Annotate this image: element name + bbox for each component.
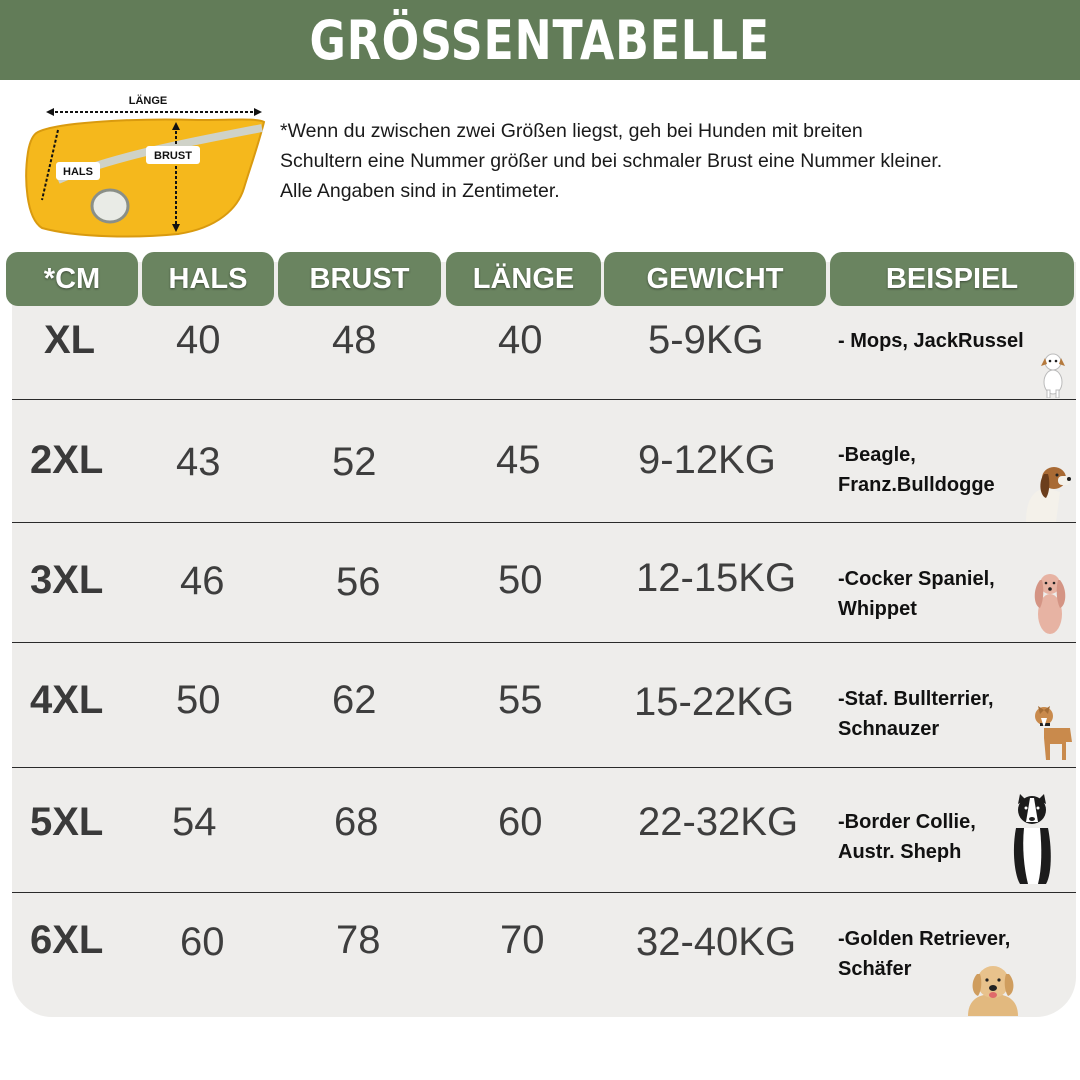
header-gewicht: GEWICHT bbox=[604, 252, 826, 306]
gewicht-value: 22-32KG bbox=[638, 800, 799, 844]
gewicht-value: 5-9KG bbox=[648, 318, 764, 362]
gewicht-value: 15-22KG bbox=[634, 680, 795, 724]
size-label: 6XL bbox=[30, 918, 104, 962]
brust-value: 62 bbox=[332, 678, 377, 722]
size-label: 4XL bbox=[30, 678, 104, 722]
example-text: -Golden Retriever, Schäfer bbox=[838, 928, 1011, 980]
beagle-icon bbox=[1020, 462, 1072, 522]
title-bar bbox=[0, 0, 1080, 80]
size-label: 2XL bbox=[30, 438, 104, 482]
example-text: -Staf. Bullterrier, Schnauzer bbox=[838, 688, 994, 740]
length-label: LÄNGE bbox=[128, 95, 168, 107]
note-line: Schultern eine Nummer größer und bei schmaler Brust eine Nummer kleiner. bbox=[280, 150, 943, 172]
jack-russel-icon bbox=[1036, 350, 1070, 398]
brust-value: 78 bbox=[336, 918, 381, 962]
size-note bbox=[280, 116, 1060, 206]
header-hals: HALS bbox=[142, 252, 274, 306]
laenge-value: 70 bbox=[500, 918, 545, 962]
chest-label: BRUST bbox=[154, 150, 192, 162]
header-beispiel: BEISPIEL bbox=[830, 252, 1074, 306]
page-title: GRÖSSENTABELLE bbox=[309, 8, 771, 72]
brust-value: 52 bbox=[332, 440, 377, 484]
header-laenge: LÄNGE bbox=[446, 252, 601, 306]
brust-value: 48 bbox=[332, 318, 377, 362]
gewicht-value: 12-15KG bbox=[636, 556, 797, 600]
laenge-value: 45 bbox=[496, 438, 541, 482]
example-text: - Mops, JackRussel bbox=[838, 330, 1024, 352]
golden-retriever-icon bbox=[964, 958, 1022, 1016]
header-brust: BRUST bbox=[278, 252, 441, 306]
border-collie-icon bbox=[1006, 788, 1058, 886]
neck-label: HALS bbox=[63, 166, 93, 178]
size-table bbox=[12, 262, 1076, 1017]
staffordshire-icon bbox=[1030, 698, 1076, 762]
laenge-value: 55 bbox=[498, 678, 543, 722]
laenge-value: 50 bbox=[498, 558, 543, 602]
laenge-value: 40 bbox=[498, 318, 543, 362]
note-line: Alle Angaben sind in Zentimeter. bbox=[280, 180, 560, 202]
note-line: *Wenn du zwischen zwei Größen liegst, geh bei Hunden mit breiten bbox=[280, 120, 863, 142]
example-text: -Beagle, Franz.Bulldogge bbox=[838, 444, 995, 496]
size-label: 3XL bbox=[30, 558, 104, 602]
row-divider bbox=[12, 399, 1076, 400]
row-divider bbox=[12, 522, 1076, 523]
brust-value: 68 bbox=[334, 800, 379, 844]
dog-coat-diagram bbox=[18, 88, 268, 240]
size-label: 5XL bbox=[30, 800, 104, 844]
example-text: -Cocker Spaniel, Whippet bbox=[838, 568, 995, 620]
hals-value: 54 bbox=[172, 800, 217, 844]
gewicht-value: 9-12KG bbox=[638, 438, 776, 482]
brust-value: 56 bbox=[336, 560, 381, 604]
hals-value: 60 bbox=[180, 920, 225, 964]
example-text: -Border Collie, Austr. Sheph bbox=[838, 811, 976, 863]
row-divider bbox=[12, 642, 1076, 643]
hals-value: 50 bbox=[176, 678, 221, 722]
size-label: XL bbox=[44, 318, 96, 362]
hals-value: 40 bbox=[176, 318, 221, 362]
row-divider bbox=[12, 767, 1076, 768]
hals-value: 46 bbox=[180, 559, 225, 603]
header-cm: *CM bbox=[6, 252, 138, 306]
hals-value: 43 bbox=[176, 440, 221, 484]
laenge-value: 60 bbox=[498, 800, 543, 844]
cocker-spaniel-icon bbox=[1030, 570, 1070, 638]
row-divider bbox=[12, 892, 1076, 893]
gewicht-value: 32-40KG bbox=[636, 920, 797, 964]
